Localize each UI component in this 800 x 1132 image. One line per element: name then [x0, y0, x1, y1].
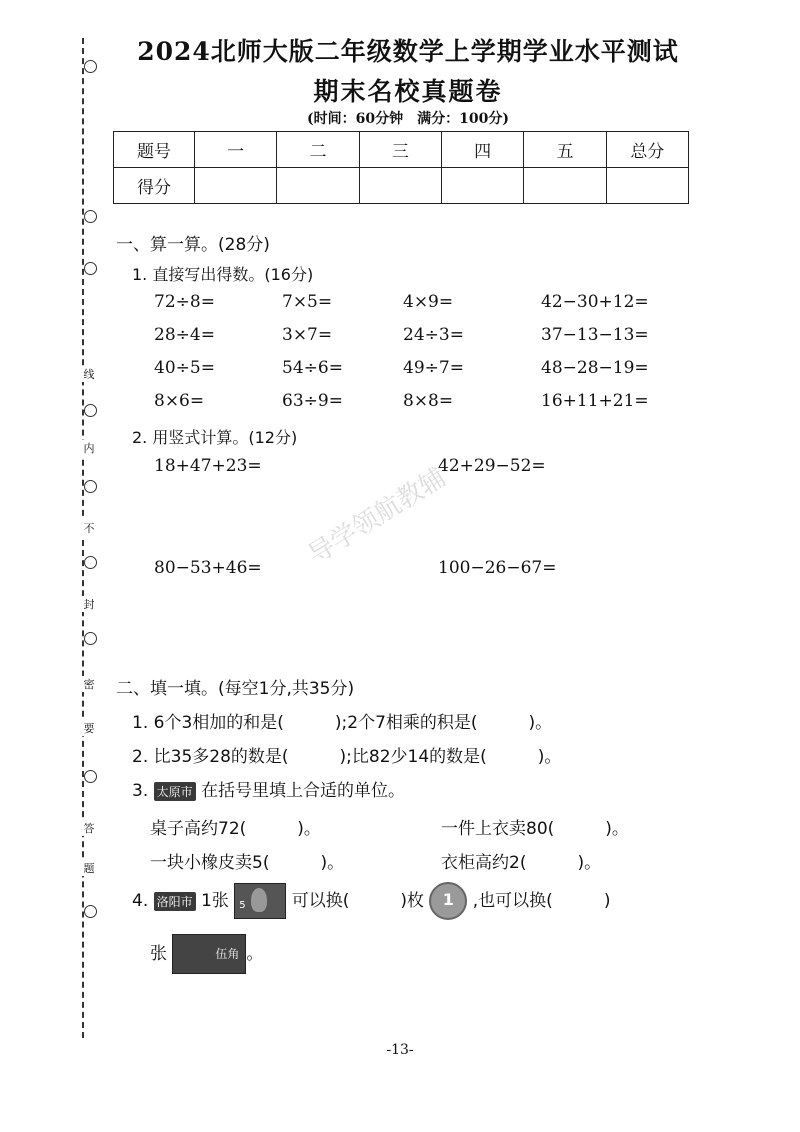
score-table-score-row [114, 168, 689, 204]
five-yuan-note-image [234, 883, 286, 919]
oral-calc-item: 4×9= [403, 292, 454, 312]
section1-q2-title: 2. 用竖式计算。(12分) [132, 428, 298, 447]
page-number: -13- [386, 1042, 414, 1058]
oral-calc-item: 54÷6= [282, 358, 343, 378]
coin-value: 1 [442, 890, 454, 909]
oral-calc-item: 49÷7= [403, 358, 464, 378]
score-cell: 二 [277, 132, 359, 168]
region-tag: 洛阳市 [154, 892, 196, 911]
exam-title: 2024北师大版二年级数学上学期学业水平测试 [137, 37, 679, 66]
score-input-cell[interactable] [606, 168, 688, 204]
score-label-cell: 得分 [114, 168, 195, 204]
score-table [113, 131, 689, 204]
exam-subtitle: 期末名校真题卷 [313, 77, 503, 106]
vertical-calc-item: 80−53+46= [154, 558, 262, 578]
binding-hole [84, 404, 97, 417]
binding-hole [84, 262, 97, 275]
vertical-calc-item: 18+47+23= [154, 456, 262, 476]
oral-calc-item: 63÷9= [282, 391, 343, 411]
binding-char: 题 [83, 862, 95, 875]
fifty-jiao-note-image [172, 934, 246, 974]
oral-calc-item: 72÷8= [154, 292, 215, 312]
oral-calc-item: 8×6= [154, 391, 205, 411]
binding-char: 封 [83, 598, 95, 611]
binding-hole [84, 556, 97, 569]
score-cell: 题号 [114, 132, 195, 168]
question-number: 4. [132, 891, 149, 911]
question-text: ,也可以换( ) [472, 891, 611, 911]
binding-hole [84, 770, 97, 783]
section2-q4-line2 [150, 934, 263, 974]
score-input-cell[interactable] [524, 168, 606, 204]
score-cell: 总分 [606, 132, 688, 168]
binding-hole [84, 60, 97, 73]
oral-calc-item: 48−28−19= [541, 358, 649, 378]
binding-char: 内 [83, 442, 95, 455]
binding-char: 答 [83, 822, 95, 835]
score-input-cell[interactable] [277, 168, 359, 204]
question-number: 3. [132, 781, 149, 801]
unit-fill-item: 桌子高约72( )。 [150, 819, 321, 839]
oral-calc-item: 7×5= [282, 292, 333, 312]
oral-calc-item: 40÷5= [154, 358, 215, 378]
score-input-cell[interactable] [195, 168, 277, 204]
vertical-calc-item: 100−26−67= [438, 558, 557, 578]
question-text: 在括号里填上合适的单位。 [201, 781, 406, 801]
section1-q1-title: 1. 直接写出得数。(16分) [132, 265, 314, 284]
oral-calc-item: 3×7= [282, 325, 333, 345]
note-label: 伍角 [215, 947, 240, 961]
binding-hole [84, 905, 97, 918]
binding-char: 密 [83, 678, 95, 691]
score-table-header-row [114, 132, 689, 168]
binding-dashed-line [82, 38, 84, 1038]
oral-calc-item: 42−30+12= [541, 292, 649, 312]
binding-hole [84, 210, 97, 223]
question-text: 张 [150, 944, 167, 964]
vertical-calc-item: 42+29−52= [438, 456, 546, 476]
unit-fill-item: 一件上衣卖80( )。 [441, 819, 629, 839]
section1-title: 一、算一算。(28分) [116, 235, 270, 255]
watermark: 导学领航教辅 [303, 462, 452, 571]
score-cell: 一 [195, 132, 277, 168]
oral-calc-item: 8×8= [403, 391, 454, 411]
oral-calc-item: 37−13−13= [541, 325, 649, 345]
section2-q1: 1. 6个3相加的和是( );2个7相乘的积是( )。 [132, 713, 553, 733]
question-text: 可以换( )枚 [291, 891, 424, 911]
unit-fill-item: 一块小橡皮卖5( )。 [150, 853, 345, 873]
binding-hole [84, 480, 97, 493]
oral-calc-item: 28÷4= [154, 325, 215, 345]
time-score-info: (时间：60分钟 满分：100分) [307, 111, 509, 127]
score-cell: 五 [524, 132, 606, 168]
binding-char: 要 [83, 722, 95, 735]
score-cell: 三 [359, 132, 441, 168]
section2-title: 二、填一填。(每空1分,共35分) [116, 679, 355, 699]
score-cell: 四 [441, 132, 523, 168]
oral-calc-item: 16+11+21= [541, 391, 649, 411]
score-input-cell[interactable] [441, 168, 523, 204]
binding-hole [84, 632, 97, 645]
binding-char: 线 [83, 368, 95, 381]
one-yuan-coin-image [429, 882, 467, 920]
score-input-cell[interactable] [359, 168, 441, 204]
oral-calc-item: 24÷3= [403, 325, 464, 345]
binding-char: 不 [83, 522, 95, 535]
region-tag: 太原市 [154, 782, 196, 801]
question-text: 。 [246, 944, 264, 964]
note-value: 5 [239, 900, 246, 911]
section2-q4 [132, 882, 732, 920]
section2-q3 [132, 776, 405, 801]
unit-fill-item: 衣柜高约2( )。 [441, 853, 602, 873]
section2-q2: 2. 比35多28的数是( );比82少14的数是( )。 [132, 747, 562, 767]
question-text: 1张 [201, 891, 229, 911]
